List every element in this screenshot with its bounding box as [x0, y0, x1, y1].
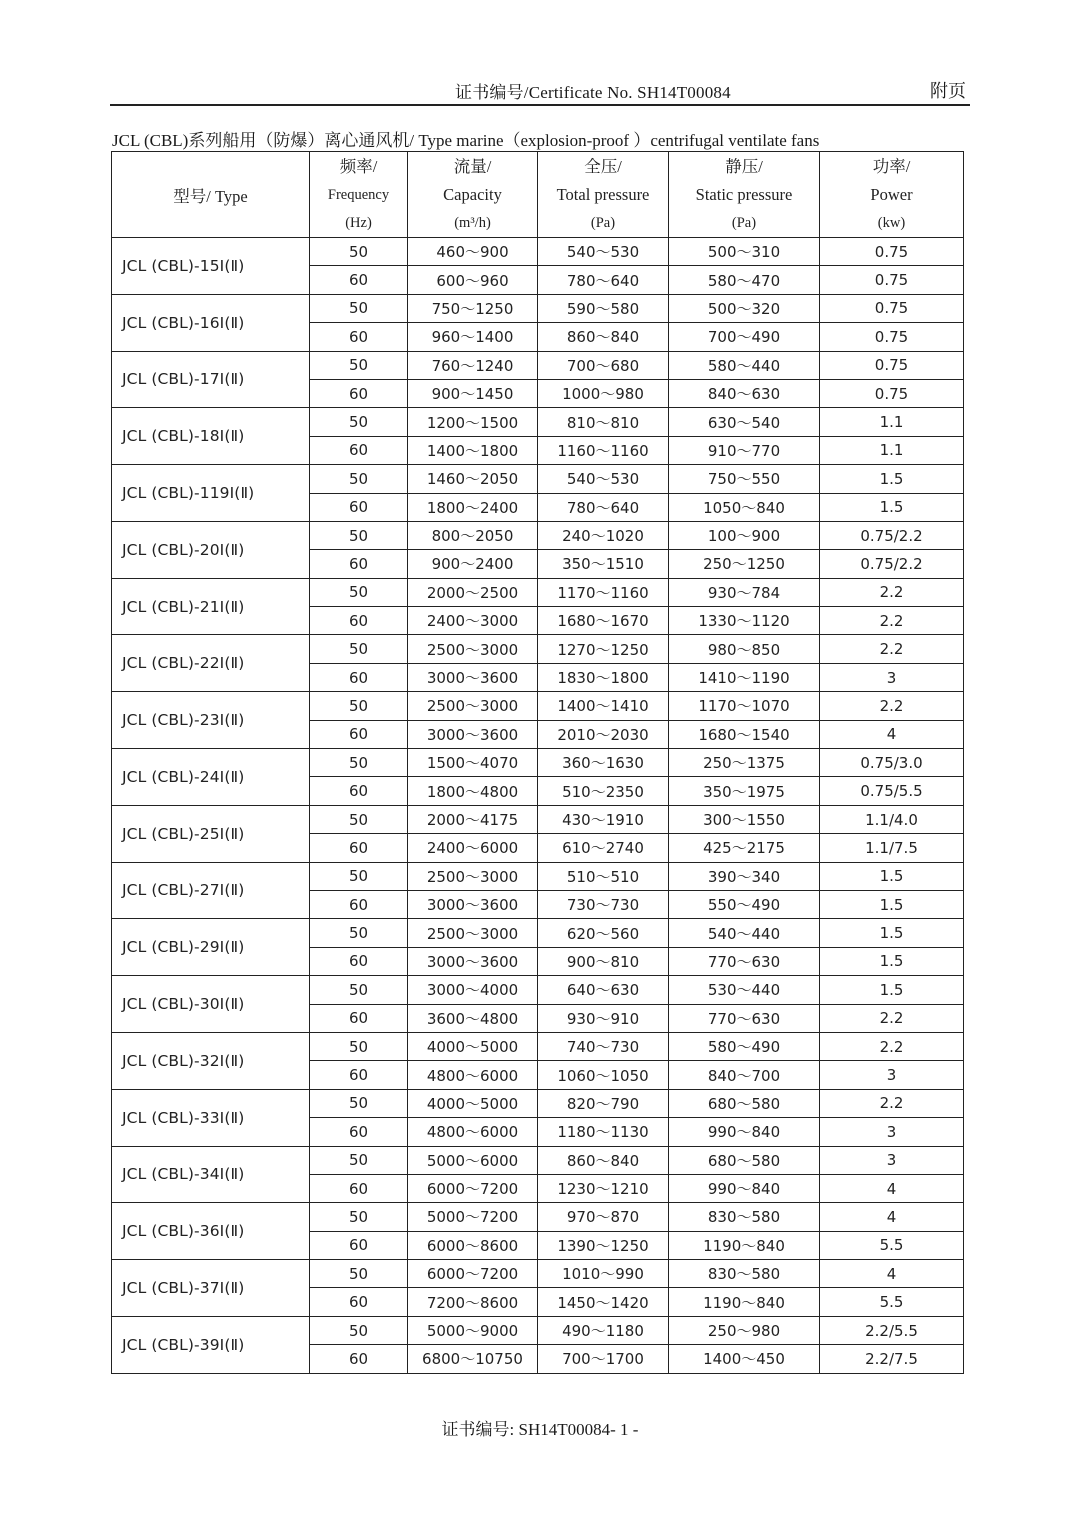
capacity-cell: 4800～6000	[408, 1118, 538, 1146]
table-row	[112, 1032, 964, 1060]
frequency-cell: 50	[310, 1203, 408, 1231]
capacity-cell: 3000～3600	[408, 720, 538, 748]
capacity-cell: 2000～2500	[408, 578, 538, 606]
static-pressure-cell: 990～840	[669, 1174, 820, 1202]
power-cell: 3	[820, 1061, 964, 1089]
frequency-cell: 50	[310, 1260, 408, 1288]
table-row	[112, 408, 964, 436]
model-cell: JCL (CBL)-37Ⅰ(Ⅱ)	[112, 1260, 310, 1317]
frequency-cell: 50	[310, 1089, 408, 1117]
capacity-cell: 2400～6000	[408, 834, 538, 862]
power-cell: 1.5	[820, 493, 964, 521]
frequency-cell: 60	[310, 550, 408, 578]
power-cell: 5.5	[820, 1288, 964, 1316]
total-pressure-cell: 430～1910	[538, 805, 669, 833]
static-pressure-cell: 980～850	[669, 635, 820, 663]
capacity-cell: 750～1250	[408, 294, 538, 322]
model-cell: JCL (CBL)-16Ⅰ(Ⅱ)	[112, 294, 310, 351]
table-row	[112, 862, 964, 890]
page-header	[110, 76, 970, 106]
capacity-cell: 2500～3000	[408, 862, 538, 890]
frequency-cell: 50	[310, 805, 408, 833]
model-cell: JCL (CBL)-34Ⅰ(Ⅱ)	[112, 1146, 310, 1203]
static-pressure-cell: 1400～450	[669, 1345, 820, 1373]
capacity-cell: 2500～3000	[408, 635, 538, 663]
table-row	[112, 1203, 964, 1231]
static-pressure-cell: 990～840	[669, 1118, 820, 1146]
total-pressure-cell: 1680～1670	[538, 607, 669, 635]
model-cell: JCL (CBL)-17Ⅰ(Ⅱ)	[112, 351, 310, 408]
capacity-cell: 4800～6000	[408, 1061, 538, 1089]
table-header-row	[112, 152, 964, 238]
static-pressure-cell: 840～700	[669, 1061, 820, 1089]
total-pressure-cell: 1230～1210	[538, 1174, 669, 1202]
certificate-number: 证书编号/Certificate No. SH14T00084	[455, 83, 731, 102]
power-cell: 1.5	[820, 976, 964, 1004]
frequency-cell: 60	[310, 1061, 408, 1089]
power-cell: 0.75	[820, 238, 964, 266]
static-pressure-cell: 830～580	[669, 1203, 820, 1231]
frequency-cell: 50	[310, 919, 408, 947]
static-pressure-cell: 1330～1120	[669, 607, 820, 635]
static-pressure-cell: 300～1550	[669, 805, 820, 833]
table-row	[112, 521, 964, 549]
annex-label: 附页	[930, 81, 966, 101]
static-pressure-cell: 1410～1190	[669, 663, 820, 691]
static-pressure-cell: 770～630	[669, 1004, 820, 1032]
static-pressure-cell: 580～470	[669, 266, 820, 294]
power-cell: 2.2	[820, 1004, 964, 1032]
total-pressure-cell: 590～580	[538, 294, 669, 322]
frequency-cell: 60	[310, 607, 408, 635]
frequency-cell: 50	[310, 1316, 408, 1344]
model-cell: JCL (CBL)-25Ⅰ(Ⅱ)	[112, 805, 310, 862]
frequency-cell: 60	[310, 1231, 408, 1259]
static-pressure-cell: 580～440	[669, 351, 820, 379]
frequency-cell: 50	[310, 521, 408, 549]
frequency-cell: 50	[310, 294, 408, 322]
table-row	[112, 351, 964, 379]
capacity-cell: 960～1400	[408, 323, 538, 351]
table-row	[112, 635, 964, 663]
power-cell: 3	[820, 1146, 964, 1174]
static-pressure-cell: 390～340	[669, 862, 820, 890]
table-row	[112, 805, 964, 833]
total-pressure-cell: 860～840	[538, 1146, 669, 1174]
table-row	[112, 294, 964, 322]
total-pressure-cell: 540～530	[538, 238, 669, 266]
total-pressure-cell: 1060～1050	[538, 1061, 669, 1089]
total-pressure-cell: 1400～1410	[538, 692, 669, 720]
power-cell: 2.2	[820, 692, 964, 720]
power-cell: 0.75/2.2	[820, 521, 964, 549]
static-pressure-cell: 1170～1070	[669, 692, 820, 720]
frequency-cell: 60	[310, 1118, 408, 1146]
total-pressure-cell: 1390～1250	[538, 1231, 669, 1259]
total-pressure-cell: 350～1510	[538, 550, 669, 578]
static-pressure-cell: 680～580	[669, 1146, 820, 1174]
frequency-cell: 50	[310, 692, 408, 720]
static-pressure-cell: 770～630	[669, 947, 820, 975]
table-caption: JCL (CBL)系列船用（防爆）离心通风机/ Type marine（explosion-proof ）centrifugal ventilate fans	[112, 131, 820, 150]
frequency-cell: 50	[310, 351, 408, 379]
power-cell: 3	[820, 1118, 964, 1146]
total-pressure-cell: 490～1180	[538, 1316, 669, 1344]
total-pressure-cell: 780～640	[538, 493, 669, 521]
total-pressure-cell: 700～680	[538, 351, 669, 379]
static-pressure-cell: 1680～1540	[669, 720, 820, 748]
capacity-cell: 1800～2400	[408, 493, 538, 521]
static-pressure-cell: 250～1375	[669, 749, 820, 777]
capacity-cell: 600～960	[408, 266, 538, 294]
power-cell: 1.1/7.5	[820, 834, 964, 862]
capacity-cell: 800～2050	[408, 521, 538, 549]
total-pressure-cell: 1000～980	[538, 379, 669, 407]
table-row	[112, 919, 964, 947]
frequency-cell: 50	[310, 408, 408, 436]
total-pressure-cell: 860～840	[538, 323, 669, 351]
static-pressure-cell: 910～770	[669, 436, 820, 464]
power-cell: 2.2/5.5	[820, 1316, 964, 1344]
static-pressure-cell: 500～310	[669, 238, 820, 266]
frequency-cell: 60	[310, 834, 408, 862]
fan-spec-table	[111, 151, 964, 1374]
table-row	[112, 1316, 964, 1344]
capacity-cell: 5000～9000	[408, 1316, 538, 1344]
power-cell: 4	[820, 1203, 964, 1231]
frequency-cell: 50	[310, 238, 408, 266]
capacity-cell: 3600～4800	[408, 1004, 538, 1032]
static-pressure-cell: 580～490	[669, 1032, 820, 1060]
model-cell: JCL (CBL)-32Ⅰ(Ⅱ)	[112, 1032, 310, 1089]
total-pressure-cell: 1450～1420	[538, 1288, 669, 1316]
total-pressure-cell: 240～1020	[538, 521, 669, 549]
capacity-cell: 5000～7200	[408, 1203, 538, 1231]
static-pressure-cell: 930～784	[669, 578, 820, 606]
model-cell: JCL (CBL)-23Ⅰ(Ⅱ)	[112, 692, 310, 749]
capacity-cell: 1460～2050	[408, 465, 538, 493]
power-cell: 0.75/2.2	[820, 550, 964, 578]
total-pressure-cell: 730～730	[538, 890, 669, 918]
frequency-cell: 60	[310, 266, 408, 294]
power-cell: 5.5	[820, 1231, 964, 1259]
capacity-cell: 7200～8600	[408, 1288, 538, 1316]
capacity-cell: 2500～3000	[408, 919, 538, 947]
power-cell: 1.5	[820, 465, 964, 493]
capacity-cell: 1500～4070	[408, 749, 538, 777]
static-pressure-cell: 1190～840	[669, 1231, 820, 1259]
capacity-cell: 1800～4800	[408, 777, 538, 805]
total-pressure-cell: 700～1700	[538, 1345, 669, 1373]
model-cell: JCL (CBL)-18Ⅰ(Ⅱ)	[112, 408, 310, 465]
capacity-cell: 460～900	[408, 238, 538, 266]
static-pressure-cell: 830～580	[669, 1260, 820, 1288]
static-pressure-cell: 350～1975	[669, 777, 820, 805]
model-cell: JCL (CBL)-20Ⅰ(Ⅱ)	[112, 521, 310, 578]
capacity-cell: 900～1450	[408, 379, 538, 407]
frequency-cell: 50	[310, 976, 408, 1004]
capacity-cell: 6000～8600	[408, 1231, 538, 1259]
total-pressure-cell: 900～810	[538, 947, 669, 975]
frequency-cell: 60	[310, 379, 408, 407]
total-pressure-cell: 1160～1160	[538, 436, 669, 464]
table-row	[112, 238, 964, 266]
table-row	[112, 1260, 964, 1288]
table-row	[112, 1089, 964, 1117]
power-cell: 0.75	[820, 294, 964, 322]
power-cell: 1.1	[820, 408, 964, 436]
power-cell: 0.75	[820, 323, 964, 351]
frequency-cell: 60	[310, 720, 408, 748]
total-pressure-cell: 1170～1160	[538, 578, 669, 606]
model-cell: JCL (CBL)-29Ⅰ(Ⅱ)	[112, 919, 310, 976]
header-capacity: 流量/ Capacity (m³/h)	[408, 152, 538, 238]
frequency-cell: 60	[310, 436, 408, 464]
total-pressure-cell: 970～870	[538, 1203, 669, 1231]
table-body	[112, 238, 964, 1374]
power-cell: 2.2	[820, 635, 964, 663]
power-cell: 1.1/4.0	[820, 805, 964, 833]
header-static-pressure: 静压/ Static pressure (Pa)	[669, 152, 820, 238]
frequency-cell: 60	[310, 947, 408, 975]
total-pressure-cell: 820～790	[538, 1089, 669, 1117]
header-type: 型号/ Type	[112, 152, 310, 238]
static-pressure-cell: 750～550	[669, 465, 820, 493]
model-cell: JCL (CBL)-27Ⅰ(Ⅱ)	[112, 862, 310, 919]
header-power: 功率/ Power (kw)	[820, 152, 964, 238]
capacity-cell: 3000～3600	[408, 663, 538, 691]
total-pressure-cell: 1270～1250	[538, 635, 669, 663]
frequency-cell: 50	[310, 465, 408, 493]
model-cell: JCL (CBL)-39Ⅰ(Ⅱ)	[112, 1316, 310, 1373]
power-cell: 0.75/5.5	[820, 777, 964, 805]
static-pressure-cell: 425～2175	[669, 834, 820, 862]
model-cell: JCL (CBL)-15Ⅰ(Ⅱ)	[112, 238, 310, 295]
frequency-cell: 60	[310, 1174, 408, 1202]
power-cell: 2.2	[820, 1032, 964, 1060]
capacity-cell: 3000～3600	[408, 947, 538, 975]
total-pressure-cell: 640～630	[538, 976, 669, 1004]
capacity-cell: 1200～1500	[408, 408, 538, 436]
power-cell: 1.5	[820, 890, 964, 918]
frequency-cell: 60	[310, 1288, 408, 1316]
power-cell: 4	[820, 1260, 964, 1288]
table-row	[112, 578, 964, 606]
power-cell: 2.2/7.5	[820, 1345, 964, 1373]
total-pressure-cell: 1010～990	[538, 1260, 669, 1288]
frequency-cell: 60	[310, 493, 408, 521]
table-row	[112, 976, 964, 1004]
power-cell: 1.5	[820, 862, 964, 890]
total-pressure-cell: 2010～2030	[538, 720, 669, 748]
frequency-cell: 60	[310, 323, 408, 351]
total-pressure-cell: 780～640	[538, 266, 669, 294]
total-pressure-cell: 620～560	[538, 919, 669, 947]
static-pressure-cell: 100～900	[669, 521, 820, 549]
total-pressure-cell: 1830～1800	[538, 663, 669, 691]
power-cell: 3	[820, 663, 964, 691]
frequency-cell: 50	[310, 635, 408, 663]
static-pressure-cell: 500～320	[669, 294, 820, 322]
static-pressure-cell: 840～630	[669, 379, 820, 407]
capacity-cell: 900～2400	[408, 550, 538, 578]
model-cell: JCL (CBL)-30Ⅰ(Ⅱ)	[112, 976, 310, 1033]
total-pressure-cell: 810～810	[538, 408, 669, 436]
static-pressure-cell: 680～580	[669, 1089, 820, 1117]
capacity-cell: 3000～4000	[408, 976, 538, 1004]
page-footer: 证书编号: SH14T00084- 1 -	[441, 1420, 639, 1439]
model-cell: JCL (CBL)-119Ⅰ(Ⅱ)	[112, 465, 310, 522]
frequency-cell: 60	[310, 777, 408, 805]
static-pressure-cell: 630～540	[669, 408, 820, 436]
static-pressure-cell: 530～440	[669, 976, 820, 1004]
model-cell: JCL (CBL)-33Ⅰ(Ⅱ)	[112, 1089, 310, 1146]
model-cell: JCL (CBL)-22Ⅰ(Ⅱ)	[112, 635, 310, 692]
total-pressure-cell: 360～1630	[538, 749, 669, 777]
power-cell: 0.75	[820, 266, 964, 294]
table-row	[112, 749, 964, 777]
model-cell: JCL (CBL)-21Ⅰ(Ⅱ)	[112, 578, 310, 635]
power-cell: 1.1	[820, 436, 964, 464]
power-cell: 0.75	[820, 351, 964, 379]
capacity-cell: 2500～3000	[408, 692, 538, 720]
total-pressure-cell: 930～910	[538, 1004, 669, 1032]
power-cell: 4	[820, 720, 964, 748]
total-pressure-cell: 510～510	[538, 862, 669, 890]
capacity-cell: 4000～5000	[408, 1089, 538, 1117]
static-pressure-cell: 550～490	[669, 890, 820, 918]
total-pressure-cell: 610～2740	[538, 834, 669, 862]
static-pressure-cell: 540～440	[669, 919, 820, 947]
capacity-cell: 4000～5000	[408, 1032, 538, 1060]
frequency-cell: 50	[310, 578, 408, 606]
power-cell: 1.5	[820, 919, 964, 947]
capacity-cell: 5000～6000	[408, 1146, 538, 1174]
capacity-cell: 3000～3600	[408, 890, 538, 918]
capacity-cell: 2400～3000	[408, 607, 538, 635]
frequency-cell: 50	[310, 1032, 408, 1060]
frequency-cell: 60	[310, 663, 408, 691]
static-pressure-cell: 1190～840	[669, 1288, 820, 1316]
model-cell: JCL (CBL)-24Ⅰ(Ⅱ)	[112, 749, 310, 806]
capacity-cell: 6800～10750	[408, 1345, 538, 1373]
frequency-cell: 50	[310, 862, 408, 890]
static-pressure-cell: 1050～840	[669, 493, 820, 521]
power-cell: 4	[820, 1174, 964, 1202]
capacity-cell: 760～1240	[408, 351, 538, 379]
power-cell: 0.75	[820, 379, 964, 407]
power-cell: 2.2	[820, 607, 964, 635]
power-cell: 0.75/3.0	[820, 749, 964, 777]
capacity-cell: 2000～4175	[408, 805, 538, 833]
capacity-cell: 6000～7200	[408, 1260, 538, 1288]
frequency-cell: 60	[310, 1004, 408, 1032]
total-pressure-cell: 540～530	[538, 465, 669, 493]
total-pressure-cell: 1180～1130	[538, 1118, 669, 1146]
header-frequency: 频率/ Frequency (Hz)	[310, 152, 408, 238]
table-row	[112, 692, 964, 720]
power-cell: 2.2	[820, 578, 964, 606]
table-row	[112, 1146, 964, 1174]
header-total-pressure: 全压/ Total pressure (Pa)	[538, 152, 669, 238]
model-cell: JCL (CBL)-36Ⅰ(Ⅱ)	[112, 1203, 310, 1260]
table-row	[112, 465, 964, 493]
capacity-cell: 1400～1800	[408, 436, 538, 464]
power-cell: 1.5	[820, 947, 964, 975]
static-pressure-cell: 700～490	[669, 323, 820, 351]
capacity-cell: 6000～7200	[408, 1174, 538, 1202]
frequency-cell: 50	[310, 749, 408, 777]
frequency-cell: 60	[310, 1345, 408, 1373]
total-pressure-cell: 740～730	[538, 1032, 669, 1060]
power-cell: 2.2	[820, 1089, 964, 1117]
static-pressure-cell: 250～980	[669, 1316, 820, 1344]
frequency-cell: 50	[310, 1146, 408, 1174]
static-pressure-cell: 250～1250	[669, 550, 820, 578]
frequency-cell: 60	[310, 890, 408, 918]
total-pressure-cell: 510～2350	[538, 777, 669, 805]
